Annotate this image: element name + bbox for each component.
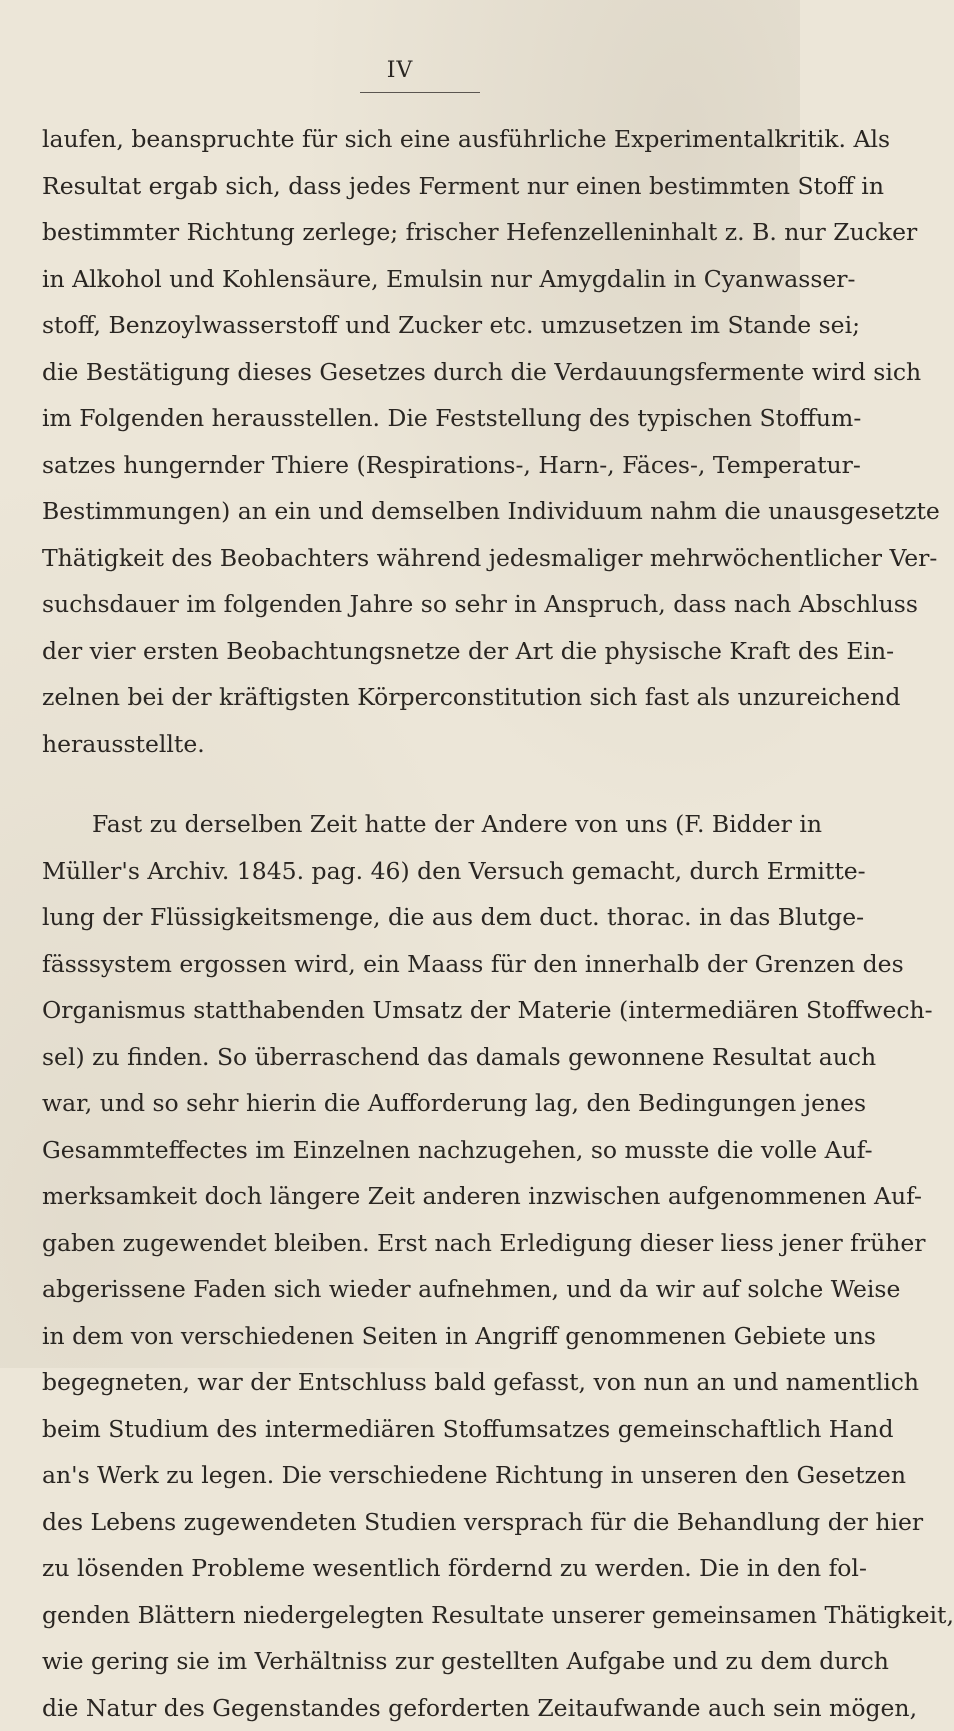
text-line: genden Blättern niedergelegten Resultate unserer gemeinsamen Thätigkeit,	[42, 1592, 777, 1639]
text-line: in Alkohol und Kohlensäure, Emulsin nur Amygdalin in Cyanwasser-	[42, 256, 777, 303]
text-line: satzes hungernder Thiere (Respirations-, Harn-, Fäces-, Temperatur-	[42, 442, 777, 489]
text-line: merksamkeit doch längere Zeit anderen inzwischen aufgenommenen Auf-	[42, 1173, 777, 1220]
text-line: Resultat ergab sich, dass jedes Ferment nur einen bestimmten Stoff in	[42, 163, 777, 210]
header-rule	[360, 92, 480, 93]
paragraph-1	[42, 116, 777, 767]
text-line: stoff, Benzoylwasserstoff und Zucker etc. umzusetzen im Stande sei;	[42, 302, 777, 349]
page-number: IV	[0, 58, 800, 83]
text-line: zelnen bei der kräftigsten Körperconstitution sich fast als unzureichend	[42, 674, 777, 721]
text-line: im Folgenden herausstellen. Die Feststellung des typischen Stoffum-	[42, 395, 777, 442]
text-line: herausstellte.	[42, 721, 777, 768]
text-line: Organismus statthabenden Umsatz der Materie (intermediären Stoffwech-	[42, 987, 777, 1034]
text-line: sel) zu finden. So überraschend das damals gewonnene Resultat auch	[42, 1034, 777, 1081]
text-line: die Natur des Gegenstandes geforderten Zeitaufwande auch sein mögen,	[42, 1685, 777, 1731]
text-line: bestimmter Richtung zerlege; frischer Hefenzelleninhalt z. B. nur Zucker	[42, 209, 777, 256]
body-text	[42, 116, 777, 1731]
text-line: fässsystem ergossen wird, ein Maass für den innerhalb der Grenzen des	[42, 941, 777, 988]
text-line: laufen, beanspruchte für sich eine ausführliche Experimentalkritik. Als	[42, 116, 777, 163]
text-line: Müller's Archiv. 1845. pag. 46) den Versuch gemacht, durch Ermitte-	[42, 848, 777, 895]
text-line: wie gering sie im Verhältniss zur gestellten Aufgabe und zu dem durch	[42, 1638, 777, 1685]
text-line: abgerissene Faden sich wieder aufnehmen, und da wir auf solche Weise	[42, 1266, 777, 1313]
text-line: an's Werk zu legen. Die verschiedene Richtung in unseren den Gesetzen	[42, 1452, 777, 1499]
text-line: in dem von verschiedenen Seiten in Angriff genommenen Gebiete uns	[42, 1313, 777, 1360]
text-line: Thätigkeit des Beobachters während jedesmaliger mehrwöchentlicher Ver-	[42, 535, 777, 582]
text-line: lung der Flüssigkeitsmenge, die aus dem duct. thorac. in das Blutge-	[42, 894, 777, 941]
text-line: des Lebens zugewendeten Studien versprach für die Behandlung der hier	[42, 1499, 777, 1546]
text-line: beim Studium des intermediären Stoffumsatzes gemeinschaftlich Hand	[42, 1406, 777, 1453]
text-line: suchsdauer im folgenden Jahre so sehr in Anspruch, dass nach Abschluss	[42, 581, 777, 628]
text-line: gaben zugewendet bleiben. Erst nach Erledigung dieser liess jener früher	[42, 1220, 777, 1267]
paragraph-gap	[42, 767, 777, 801]
text-line: war, und so sehr hierin die Aufforderung lag, den Bedingungen jenes	[42, 1080, 777, 1127]
text-line: der vier ersten Beobachtungsnetze der Art die physische Kraft des Ein-	[42, 628, 777, 675]
text-line: begegneten, war der Entschluss bald gefasst, von nun an und namentlich	[42, 1359, 777, 1406]
paragraph-2	[42, 801, 777, 1731]
text-line: Bestimmungen) an ein und demselben Individuum nahm die unausgesetzte	[42, 488, 777, 535]
text-line: zu lösenden Probleme wesentlich fördernd zu werden. Die in den fol-	[42, 1545, 777, 1592]
text-line: die Bestätigung dieses Gesetzes durch die Verdauungsfermente wird sich	[42, 349, 777, 396]
text-line: Gesammteffectes im Einzelnen nachzugehen, so musste die volle Auf-	[42, 1127, 777, 1174]
text-line: Fast zu derselben Zeit hatte der Andere von uns (F. Bidder in	[42, 801, 777, 848]
